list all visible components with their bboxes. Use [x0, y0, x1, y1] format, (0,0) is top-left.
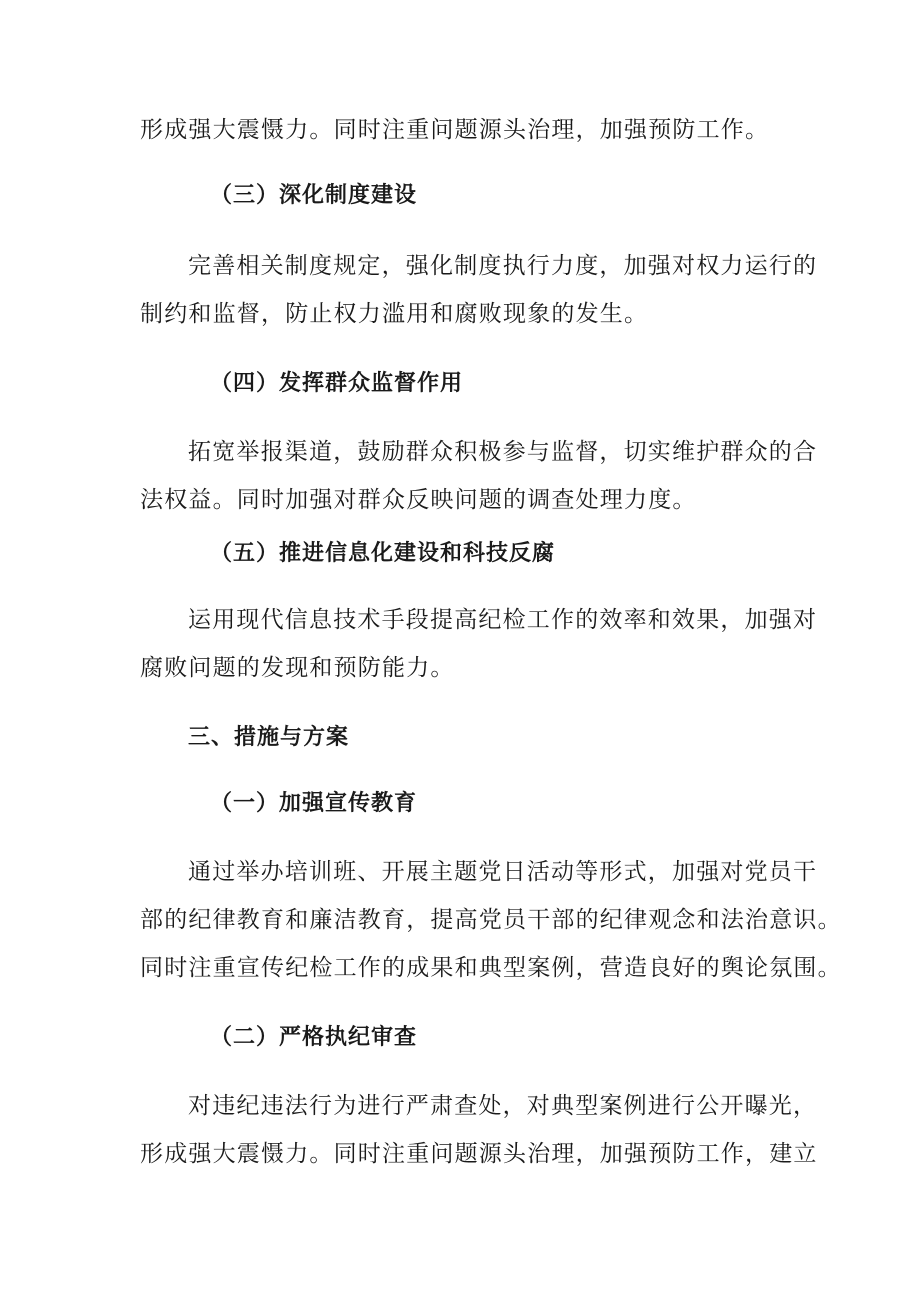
paragraph-line: 通过举办培训班、开展主题党日活动等形式，加强对党员干 — [188, 859, 818, 885]
paragraph-line: 形成强大震慑力。同时注重问题源头治理，加强预防工作，建立 — [140, 1141, 818, 1167]
paragraph-line: 腐败问题的发现和预防能力。 — [140, 655, 455, 681]
paragraph-line: 完善相关制度规定，强化制度执行力度，加强对权力运行的 — [188, 253, 818, 279]
paragraph-line: 制约和监督，防止权力滥用和腐败现象的发生。 — [140, 301, 649, 327]
paragraph-line: 形成强大震慑力。同时注重问题源头治理，加强预防工作。 — [140, 117, 770, 143]
paragraph-line: 对违纪违法行为进行严肃查处，对典型案例进行公开曝光， — [188, 1093, 818, 1119]
paragraph-line: 部的纪律教育和廉洁教育，提高党员干部的纪律观念和法治意识。 — [140, 907, 842, 933]
subheading-three: （三）深化制度建设 — [210, 183, 418, 208]
subheading-four: （四）发挥群众监督作用 — [210, 371, 464, 396]
paragraph-line: 拓宽举报渠道，鼓励群众积极参与监督，切实维护群众的合 — [188, 439, 818, 465]
paragraph-line: 运用现代信息技术手段提高纪检工作的效率和效果，加强对 — [188, 607, 818, 633]
paragraph-line: 同时注重宣传纪检工作的成果和典型案例，营造良好的舆论氛围。 — [140, 955, 842, 981]
subheading-two: （二）严格执纪审查 — [210, 1025, 418, 1050]
paragraph-line: 法权益。同时加强对群众反映问题的调查处理力度。 — [140, 487, 697, 513]
subheading-five: （五）推进信息化建设和科技反腐 — [210, 541, 556, 566]
subheading-one: （一）加强宣传教育 — [210, 791, 418, 816]
section-heading-three: 三、措施与方案 — [188, 725, 350, 750]
